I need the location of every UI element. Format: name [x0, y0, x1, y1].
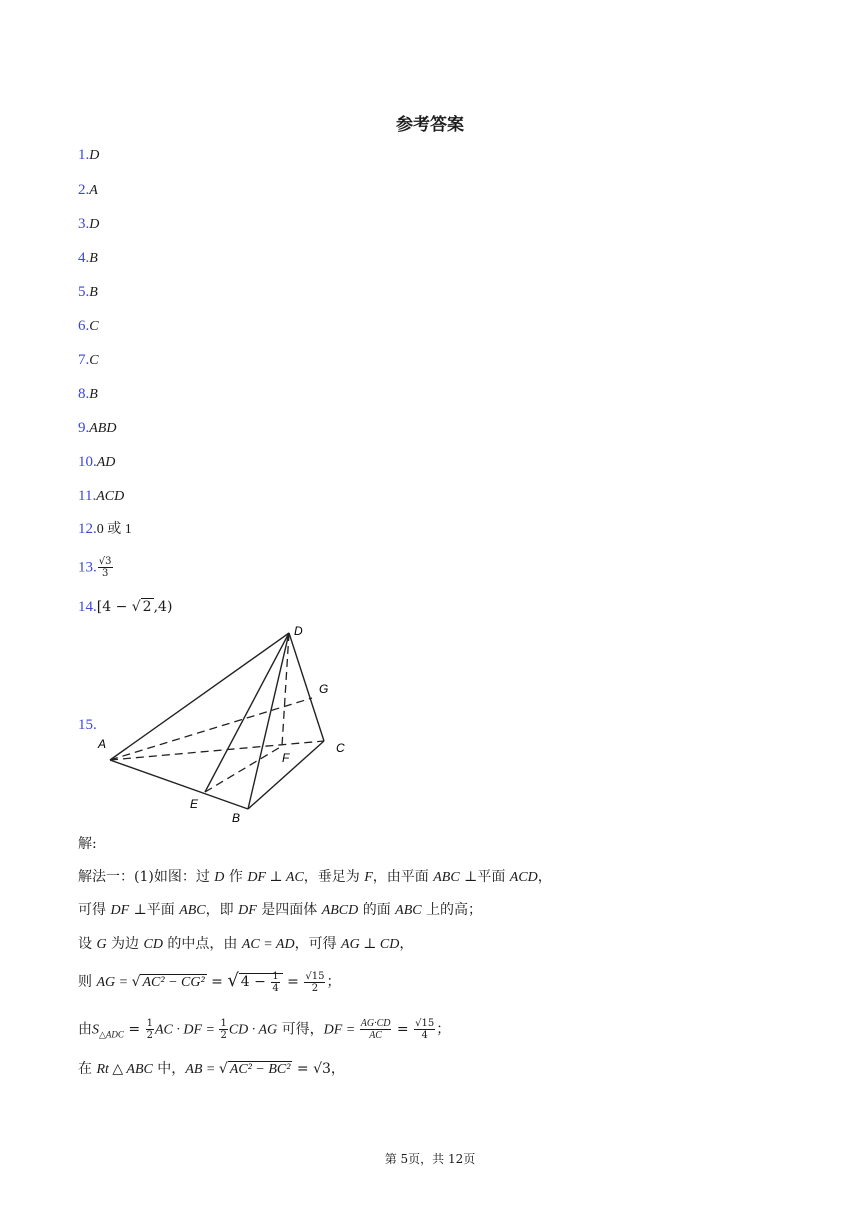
solution-line-5: 由$S_{\triangle ADC}$ = $\frac{1}{2}$ AC · DF = $\frac{1}{2}$ CD · AG 可得，DF = $\frac{AG\cdot CD}{AC}$ = $\frac{√15}{4}$ ； [78, 1018, 451, 1041]
answer-number: 7. [78, 352, 90, 368]
label-b: B [232, 811, 241, 825]
answer-number: 1. [78, 147, 90, 163]
solution-line-4: 则 AG = √ AC² − CG² = √ 4 − $\frac{1}{4}$ = $\frac{√15}{2}$ ； [78, 970, 341, 994]
answer-number: 11. [78, 488, 97, 504]
label-e: E [190, 797, 199, 811]
edge-db [248, 633, 289, 809]
answer-8 [78, 384, 98, 405]
answer-value: 0 或 1 [96, 522, 132, 537]
answer-9 [78, 418, 116, 439]
answer-value: ABD [89, 421, 117, 436]
answer-value: C [89, 353, 99, 368]
answer-7 [78, 350, 99, 371]
edge-ab [110, 760, 248, 809]
answer-value: B [89, 251, 98, 266]
label-a: A [98, 737, 107, 751]
page-footer: 第 5页，共 12页 [384, 1152, 476, 1166]
answer-value: B [89, 285, 98, 300]
edge-ad [110, 633, 289, 760]
label-g: G [319, 682, 329, 696]
solution-line-6: 在 Rt △ ABC 中，AB = √ AC² − BC² = √3， [78, 1061, 345, 1077]
answer-14: 14.[4 − √ 2 ,4) [78, 599, 173, 615]
answer-number: 2. [78, 182, 90, 198]
answer-value: C [89, 319, 99, 334]
solution-line-3: 设 G 为边 CD 的中点，由 AC = AD，可得 AG ⊥ CD， [78, 936, 414, 952]
answer-11 [78, 486, 124, 507]
label-c: C [336, 741, 345, 755]
answer-5 [78, 282, 98, 303]
answer-number: 13. [78, 559, 97, 576]
answer-number: 8. [78, 386, 90, 402]
answer-number: 5. [78, 284, 90, 300]
answer-6 [78, 316, 99, 337]
answer-value: D [89, 148, 100, 163]
answer-number: 14. [78, 599, 97, 615]
answer-value: A [89, 183, 98, 198]
answer-number: 10. [78, 454, 97, 470]
answer-value: B [89, 387, 98, 402]
answer-number: 9. [78, 420, 90, 436]
answer-value: ACD [96, 489, 125, 504]
label-d: D [294, 624, 303, 638]
answer-number: 12. [78, 521, 97, 537]
solution-line-1: 解法一：(1)如图：过 D 作 DF ⊥ AC，垂足为 F，由平面 ABC ⊥平面 ACD， [78, 869, 552, 885]
answer-13 [78, 556, 114, 579]
answer-number: 6. [78, 318, 90, 334]
answer-number: 15. [78, 717, 97, 733]
answer-10 [78, 452, 115, 473]
answer-value: D [89, 217, 100, 232]
answer-3 [78, 214, 99, 235]
solution-line-2: 可得 DF ⊥平面 ABC，即 DF 是四面体 ABCD 的面 ABC 上的高； [78, 902, 483, 918]
answer-12 [78, 519, 132, 540]
solution-intro: 解: [78, 836, 97, 852]
fraction: $\frac{√3}{3}$ [98, 556, 112, 579]
label-f: F [282, 751, 290, 765]
edge-de [205, 633, 289, 792]
answer-2 [78, 180, 98, 201]
page-title: 参考答案 [396, 115, 464, 135]
answer-4 [78, 248, 98, 269]
answer-number: 3. [78, 216, 90, 232]
tetrahedron-figure [90, 620, 360, 830]
answer-1 [78, 145, 99, 166]
answer-value: AD [96, 455, 116, 470]
answer-number: 4. [78, 250, 90, 266]
